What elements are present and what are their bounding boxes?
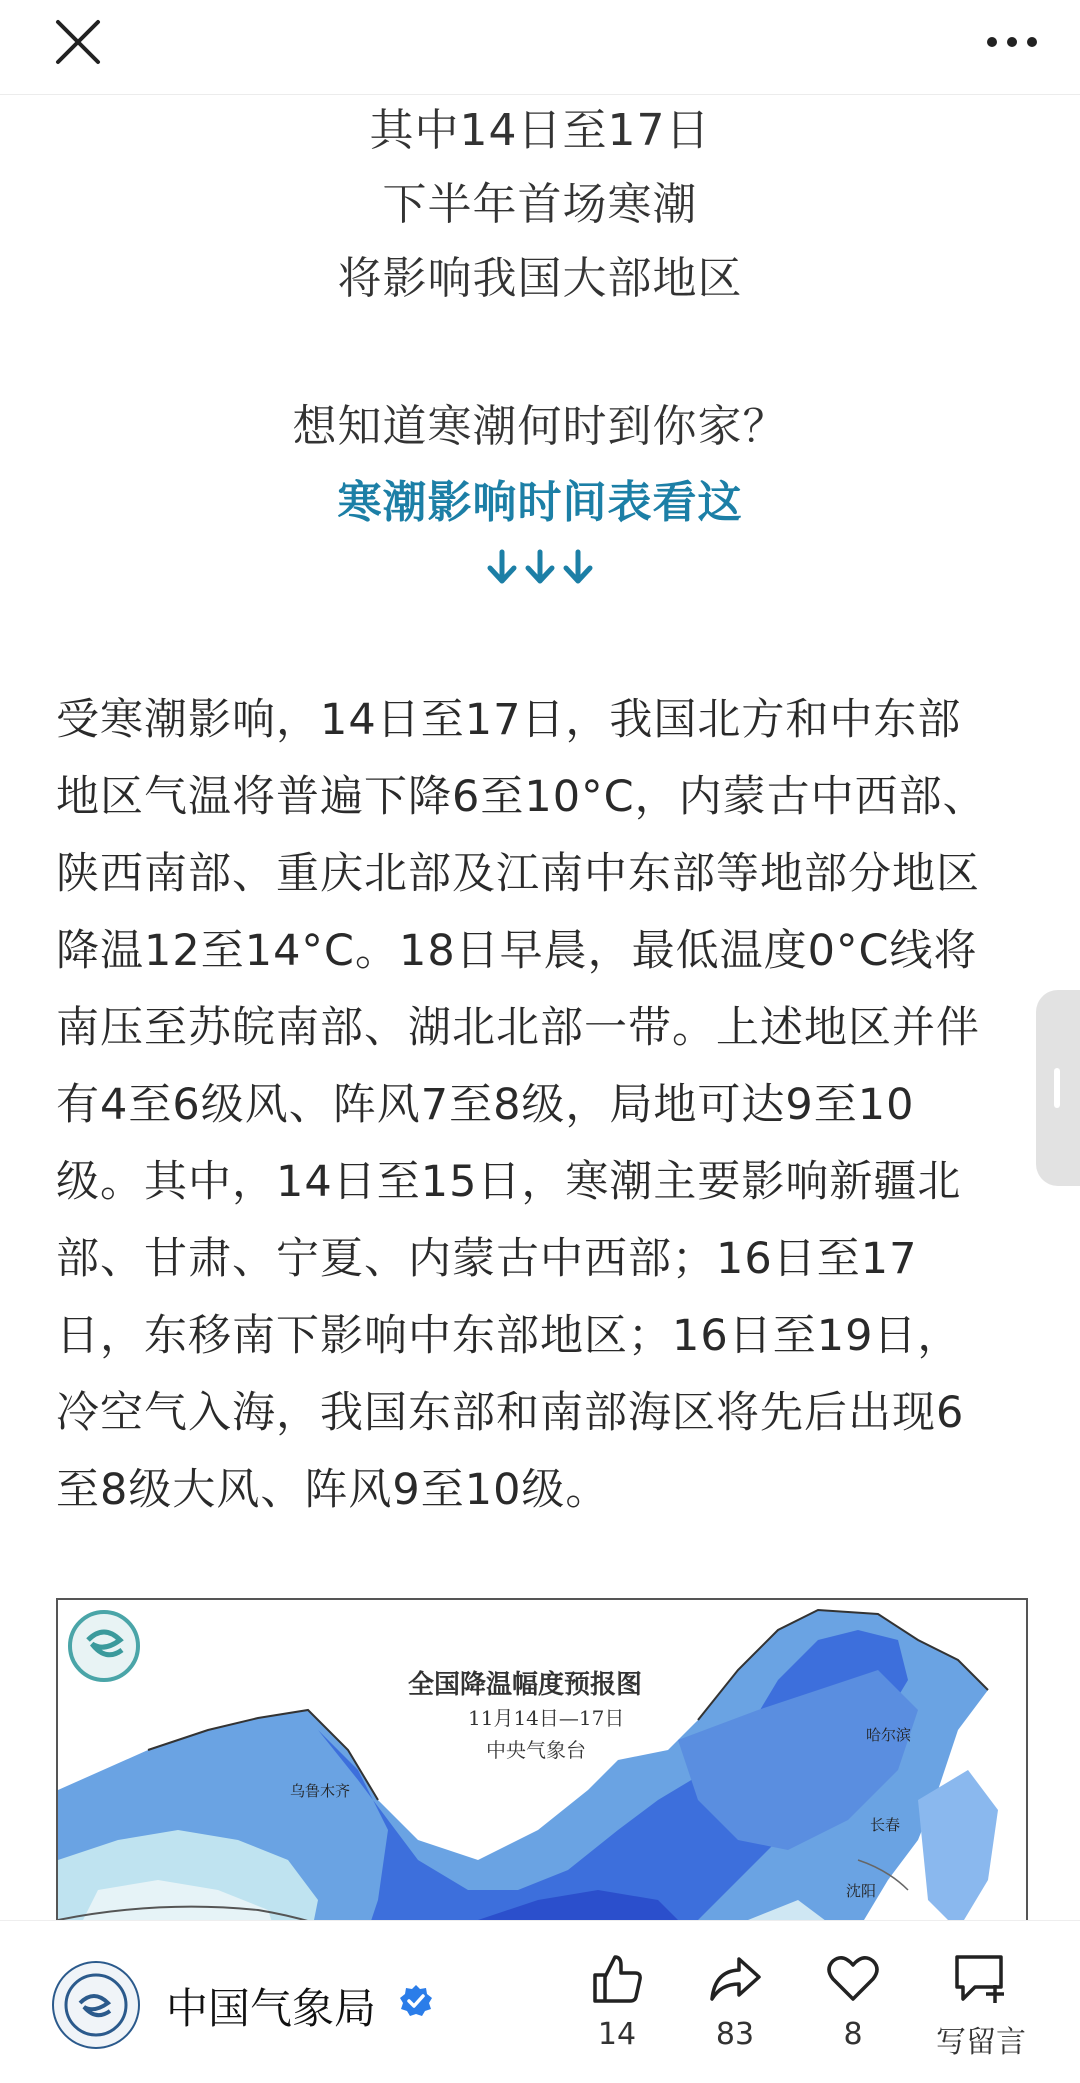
paragraph-line: 陕西南部、重庆北部及江南中东部等地部分地区: [56, 849, 980, 899]
intro-line: 下半年首场寒潮: [382, 179, 698, 230]
map-agency: 中央气象台: [486, 1738, 586, 1762]
scroll-grip: [1054, 1068, 1060, 1108]
intro-line: 其中14日至17日: [369, 105, 711, 156]
article-paragraph: [56, 682, 1032, 1529]
comment-label: 写留言: [936, 2025, 1026, 2060]
cma-logo-icon: [54, 1963, 138, 2047]
intro-line: 将影响我国大部地区: [337, 253, 743, 304]
account-name[interactable]: 中国气象局: [166, 1984, 377, 2033]
paragraph-line: 地区气温将普遍下降6至10°C，内蒙古中西部、: [56, 772, 987, 822]
city-label: 哈尔滨: [866, 1726, 912, 1744]
comment-add-icon: [951, 1951, 1011, 2007]
favorite-button[interactable]: [798, 1951, 908, 2071]
cma-logo-icon: [70, 1612, 138, 1680]
top-bar: [0, 0, 1080, 95]
account-avatar[interactable]: [52, 1961, 140, 2049]
paragraph-line: 受寒潮影响，14日至17日，我国北方和中东部: [56, 695, 962, 745]
bottom-action-bar: [0, 1920, 1080, 2083]
comment-button[interactable]: [916, 1951, 1046, 2071]
thumbs-up-icon: [589, 1951, 645, 2007]
timetable-link[interactable]: 寒潮影响时间表看这: [337, 477, 743, 528]
favorite-count: 8: [843, 2017, 863, 2052]
city-label: 长春: [870, 1816, 901, 1834]
question-line: 想知道寒潮何时到你家？: [292, 401, 788, 452]
paragraph-line: 冷空气入海，我国东部和南部海区将先后出现6: [56, 1388, 965, 1438]
scroll-handle[interactable]: [1036, 990, 1080, 1186]
city-label: 沈阳: [846, 1882, 877, 1900]
paragraph-line: 日，东移南下影响中东部地区；16日至19日，: [56, 1311, 962, 1361]
triple-down-arrow-icon: [484, 548, 596, 588]
like-button[interactable]: [562, 1951, 672, 2071]
map-date: 11月14日—17日: [468, 1706, 625, 1730]
paragraph-line: 南压至苏皖南部、湖北北部一带。上述地区并伴: [56, 1003, 980, 1053]
share-arrow-icon: [707, 1951, 763, 2007]
paragraph-line: 部、甘肃、宁夏、内蒙古中西部；16日至17: [56, 1234, 918, 1284]
more-options-icon[interactable]: [980, 14, 1044, 70]
city-label: 乌鲁木齐: [290, 1782, 351, 1800]
map-title: 全国降温幅度预报图: [408, 1670, 643, 1700]
like-count: 14: [597, 2017, 637, 2052]
paragraph-line: 至8级大风、阵风9至10级。: [56, 1465, 610, 1515]
close-icon[interactable]: [48, 12, 108, 72]
paragraph-line: 有4至6级风、阵风7至8级，局地可达9至10: [56, 1080, 915, 1130]
paragraph-line: 级。其中，14日至15日，寒潮主要影响新疆北: [56, 1157, 962, 1207]
paragraph-line: 降温12至14°C。18日早晨，最低温度0°C线将: [56, 926, 978, 976]
verified-badge-icon: [398, 1983, 434, 2019]
heart-icon: [825, 1951, 881, 2007]
share-button[interactable]: [680, 1951, 790, 2071]
share-count: 83: [715, 2017, 755, 2052]
